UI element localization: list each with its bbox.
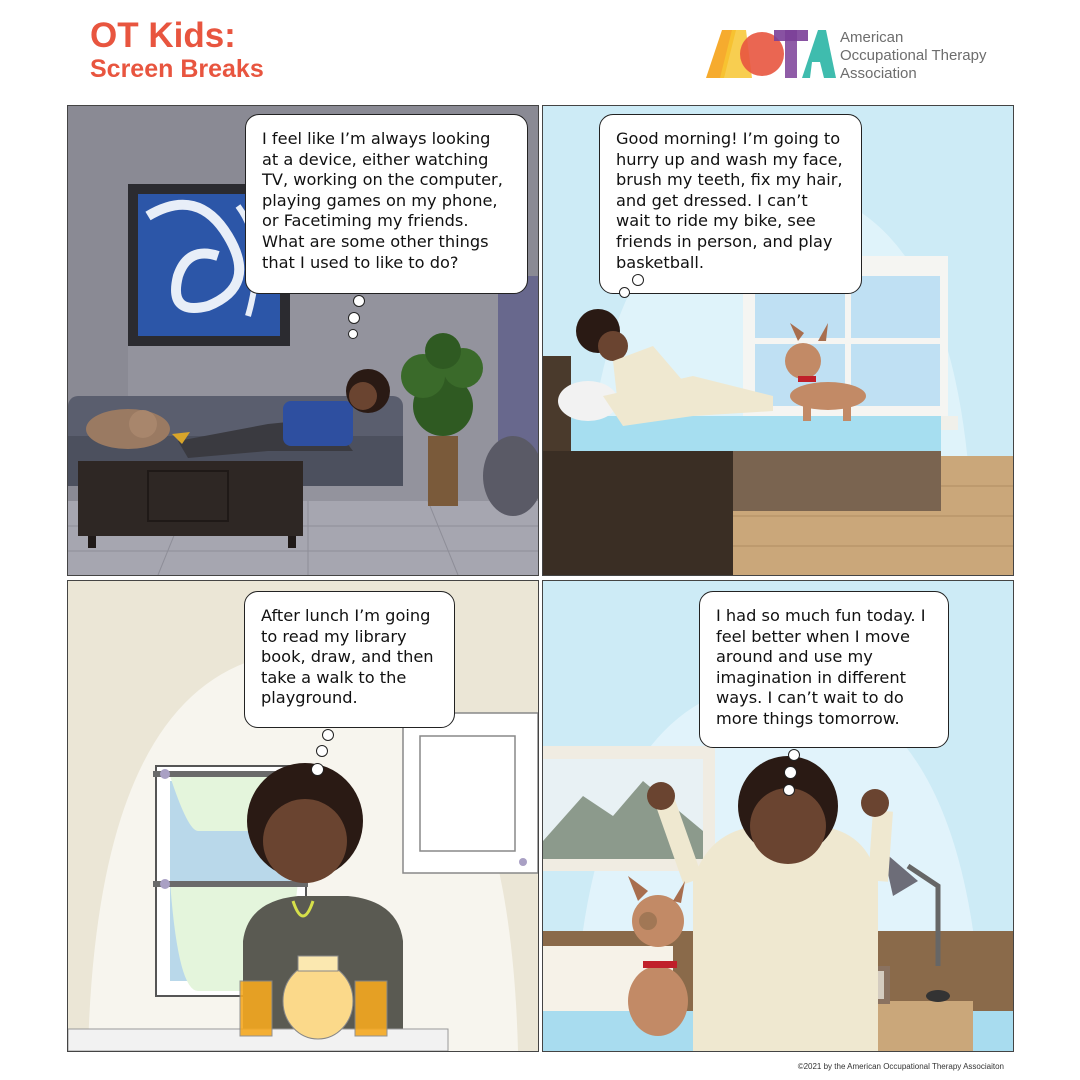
- thought-dot: [322, 729, 334, 741]
- thought-dot: [353, 295, 365, 307]
- copyright-notice: ©2021 by the American Occupational Therapy Associaiton: [797, 1062, 1004, 1071]
- aota-name-line: Occupational Therapy: [840, 47, 987, 64]
- thought-bubble: I had so much fun today. I feel better when I move around and use my imagination in different ways. I can’t wait to do more things tomorrow.: [699, 591, 949, 748]
- thought-dot: [311, 763, 324, 776]
- thought-bubble: I feel like I’m always looking at a device, either watching TV, working on the computer, playing games on my phone, or Facetiming my friends. What are some other things that I used to like to do?: [245, 114, 528, 294]
- thought-dot: [784, 766, 797, 779]
- thought-dot: [316, 745, 328, 757]
- comic-panel-2: [542, 105, 1014, 576]
- page-title: OT Kids:: [90, 16, 236, 55]
- comic-panel-1: [67, 105, 539, 576]
- comic-panel-4: [542, 580, 1014, 1052]
- aota-name-line: Association: [840, 65, 917, 82]
- aota-name-line: American: [840, 29, 904, 46]
- aota-name: [840, 29, 986, 83]
- aota-logo-icon: [706, 28, 836, 80]
- thought-bubble: After lunch I’m going to read my library book, draw, and then take a walk to the playground.: [244, 591, 455, 728]
- thought-dot: [348, 329, 358, 339]
- thought-dot: [788, 749, 800, 761]
- thought-dot: [348, 312, 360, 324]
- thought-dot: [619, 287, 630, 298]
- page-subtitle: Screen Breaks: [90, 55, 264, 83]
- thought-dot: [632, 274, 644, 286]
- comic-panel-3: [67, 580, 539, 1052]
- thought-bubble: Good morning! I’m going to hurry up and wash my face, brush my teeth, fix my hair, and get dressed. I can’t wait to ride my bike, see friends in person, and play basketball.: [599, 114, 862, 294]
- thought-dot: [783, 784, 795, 796]
